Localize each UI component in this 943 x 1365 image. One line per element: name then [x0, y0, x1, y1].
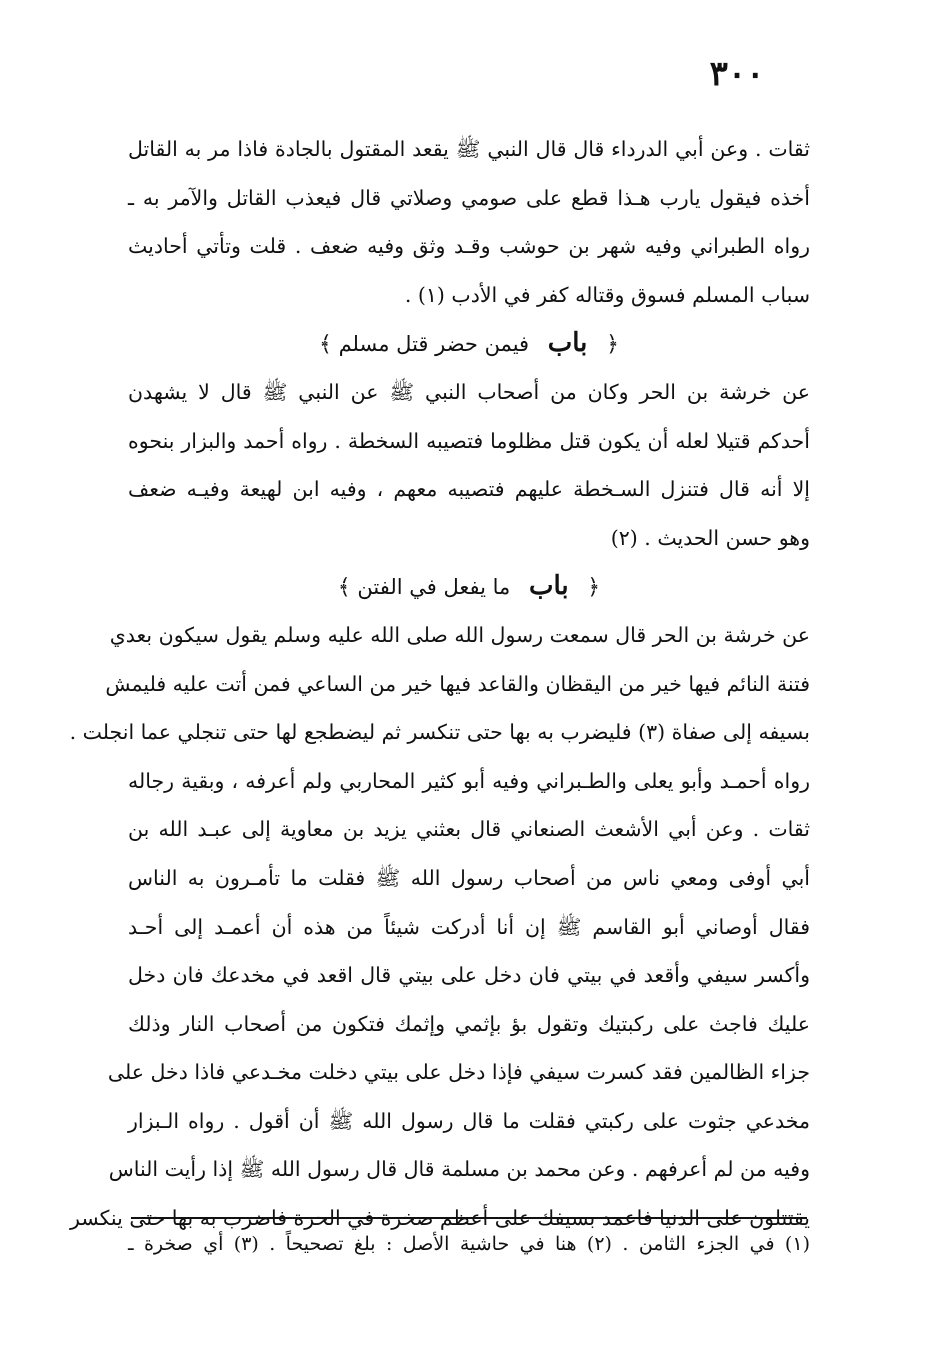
text-line: سباب المسلم فسوق وقتاله كفر في الأدب (١) .: [404, 282, 810, 307]
text-line: ثقات . وعن أبي الدرداء قال قال النبي ﷺ يقعد المقتول بالجادة فاذا مر به القاتل: [128, 137, 810, 161]
text-line: أخذه فيقول يارب هـذا قطع على صومي وصلاتي قال فيعذب القاتل والآمر به ـ: [128, 185, 810, 210]
ornamental-bracket-open: ﴿: [587, 575, 601, 601]
text-line: رواه الطبراني وفيه شهر بن حوشب وقـد وثق وفيه ضعف . قلت وتأتي أحاديث: [128, 234, 810, 259]
text-line: وهو حسن الحديث . (٢): [610, 525, 810, 550]
text-line: ثقات . وعن أبي الأشعث الصنعاني قال بعثني يزيد بن معاوية إلى عبـد الله بن: [128, 817, 810, 842]
text-line: عن خرشة بن الحر وكان من أصحاب النبي ﷺ عن النبي ﷺ قال لا يشهدن: [128, 379, 810, 404]
text-line: فتنة النائم فيها خير من اليقظان والقاعد فيها خير من الساعي فمن أتت عليه فليمش: [105, 671, 810, 696]
ornamental-bracket-close: ﴾: [319, 332, 332, 358]
text-line: عليك فاجث على ركبتيك وتقول بؤ بإثمي وإثمك فتكون من أصحاب النار وذلك: [128, 1011, 810, 1036]
body-text: [69, 125, 810, 1243]
chapter-title: فيمن حضر قتل مسلم: [338, 332, 530, 357]
text-line: بسيفه إلى صفاة (٣) فليضرب به بها حتى تنكسر ثم ليضطجع لها حتى تنجلي عما انجلت .: [69, 720, 810, 745]
text-line: رواه أحمـد وأبو يعلى والطـبراني وفيه أبو كثير المحاربي ولم أعرفه ، وبقية رجاله: [128, 768, 810, 793]
text-line: أحدكم قتيلا لعله أن يكون قتل مظلوما فتصيبه السخطة . رواه أحمد والبزار بنحوه: [128, 428, 810, 453]
chapter-label: باب: [528, 571, 569, 602]
text-line: جزاء الظالمين فقد كسرت سيفي فإذا دخل على بيتي دخلت مخـدعي فاذا دخل على: [107, 1060, 810, 1085]
text-line: يقتتلون على الدنيا فاعمد بسيفك على أعظم صخرة في الحرة فاضرب به بها حتى ينكسر: [70, 1206, 810, 1231]
text-line: فقال أوصاني أبو القاسم ﷺ إن أنا أدركت شيئاً من هذه أن أعمـد إلى أحـد: [128, 914, 810, 939]
page-number: ٣٠٠: [709, 54, 765, 94]
text-line: مخدعي جثوت على ركبتي فقلت ما قال رسول الله ﷺ أن أقول . رواه الـبزار: [128, 1108, 810, 1133]
chapter-label: باب: [547, 328, 588, 359]
text-line: إلا أنه قال فتنزل السـخطة عليهم فتصيبه معهم ، وفيه ابن لهيعة وفيـه ضعف: [128, 477, 810, 502]
ornamental-bracket-close: ﴾: [337, 575, 351, 601]
footnote-divider: [131, 1217, 807, 1219]
chapter-heading: [128, 319, 810, 368]
footnotes: (١) في الجزء الثامن . (٢) هنا في حاشية الأصل : بلغ تصحيحاً . (٣) أي صخرة ـ: [128, 1233, 810, 1255]
ornamental-bracket-open: ﴿: [606, 332, 619, 358]
text-line: وفيه من لم أعرفهم . وعن محمد بن مسلمة قال قال رسول الله ﷺ إذا رأيت الناس: [108, 1157, 810, 1182]
chapter-title: ما يفعل في الفتن: [357, 575, 511, 600]
chapter-heading: [128, 562, 810, 611]
text-line: أبي أوفى ومعي ناس من أصحاب رسول الله ﷺ فقلت ما تأمـرون به الناس: [128, 865, 810, 890]
text-line: وأكسر سيفي وأقعد في بيتي فان دخل على بيتي قال اقعد في مخدعك فان دخل: [128, 963, 810, 988]
text-line: عن خرشة بن الحر قال سمعت رسول الله صلى الله عليه وسلم يقول سيكون بعدي: [109, 622, 810, 647]
